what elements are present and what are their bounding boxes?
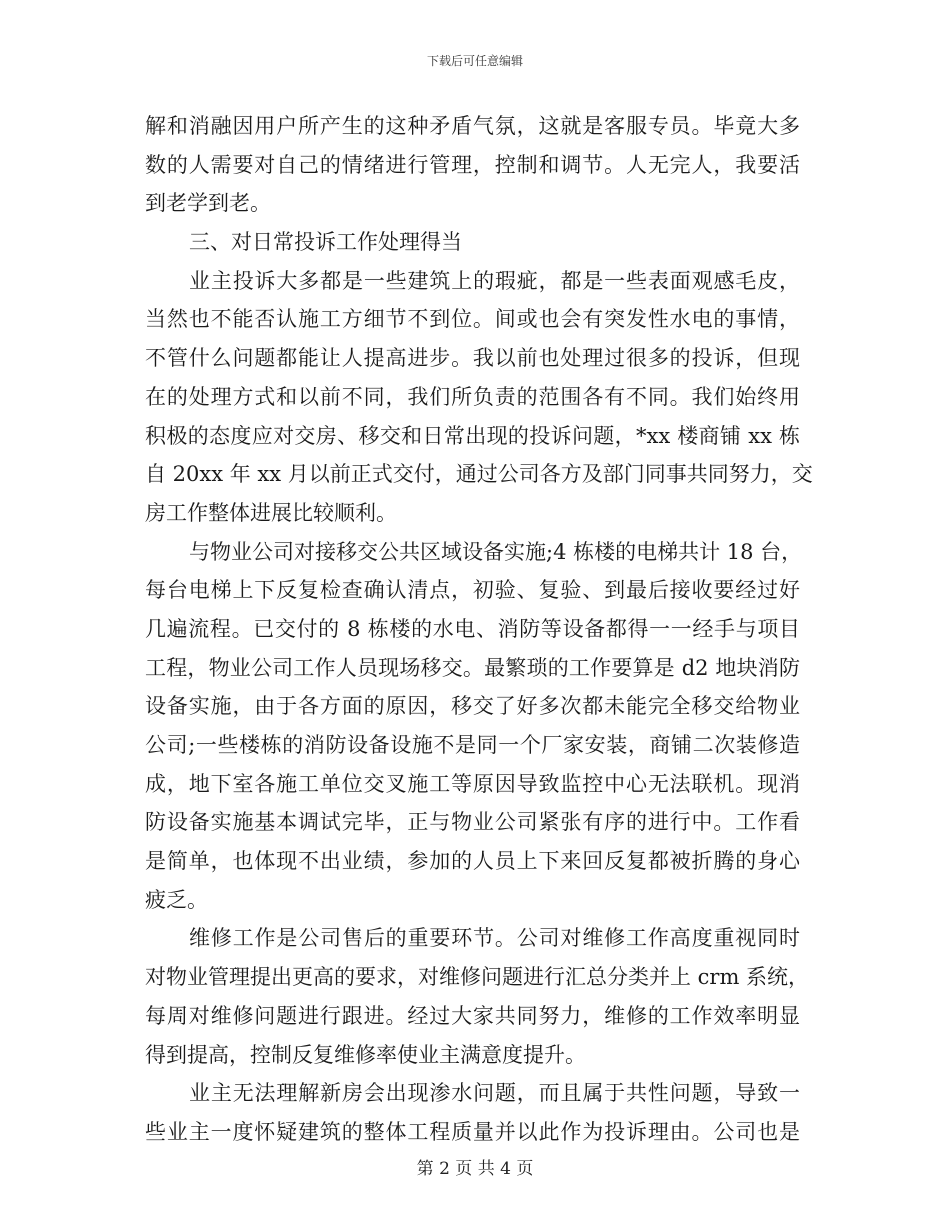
text-line: 工程，物业公司工作人员现场移交。最繁琐的工作要算是 d2 地块消防 — [145, 655, 800, 680]
text-line: 每周对维修问题进行跟进。经过大家共同努力，维修的工作效率明显 — [145, 1003, 800, 1028]
text-line: 些业主一度怀疑建筑的整体工程质量并以此作为投诉理由。公司也是 — [145, 1119, 800, 1144]
text-line: 到老学到老。 — [145, 191, 271, 216]
document-body — [145, 107, 813, 1152]
text-line: 业主无法理解新房会出现渗水问题，而且属于共性问题，导致一 — [189, 1081, 800, 1106]
text-line: 成，地下室各施工单位交叉施工等原因导致监控中心无法联机。现消 — [145, 771, 800, 796]
text-line: 三、对日常投诉工作处理得当 — [189, 230, 462, 255]
page-header: 下载后可任意编辑 — [426, 54, 523, 68]
text-line: 不管什么问题都能让人提高进步。我以前也处理过很多的投诉，但现 — [145, 346, 800, 371]
text-line: 公司;一些楼栋的消防设备设施不是同一个厂家安装，商铺二次装修造 — [145, 733, 800, 757]
page-footer: 第 2 页 共 4 页 — [416, 1159, 534, 1179]
text-line: 房工作整体进展比较顺利。 — [145, 500, 397, 525]
text-line: 当然也不能否认施工方细节不到位。间或也会有突发性水电的事情， — [145, 307, 800, 332]
text-line: 维修工作是公司售后的重要环节。公司对维修工作高度重视同时 — [189, 926, 800, 951]
text-line: 每台电梯上下反复检查确认清点，初验、复验、到最后接收要经过好 — [145, 578, 800, 603]
text-line: 对物业管理提出更高的要求，对维修问题进行汇总分类并上 crm 系统， — [145, 965, 810, 990]
text-line: 疲乏。 — [145, 887, 208, 912]
text-line: 解和消融因用户所产生的这种矛盾气氛，这就是客服专员。毕竟大多 — [145, 114, 800, 138]
text-line: 与物业公司对接移交公共区域设备实施;4 栋楼的电梯共计 18 台， — [189, 539, 803, 564]
text-line: 是简单，也体现不出业绩，参加的人员上下来回反复都被折腾的身心 — [145, 849, 800, 874]
text-line: 数的人需要对自己的情绪进行管理，控制和调节。人无完人，我要活 — [145, 152, 800, 177]
text-line: 设备实施，由于各方面的原因，移交了好多次都未能完全移交给物业 — [145, 694, 800, 719]
text-line: 自 20xx 年 xx 月以前正式交付，通过公司各方及部门同事共同努力，交 — [145, 462, 813, 487]
text-line: 得到提高，控制反复维修率使业主满意度提升。 — [145, 1042, 586, 1067]
text-line: 防设备实施基本调试完毕，正与物业公司紧张有序的进行中。工作看 — [145, 810, 800, 835]
text-line: 业主投诉大多都是一些建筑上的瑕疵，都是一些表面观感毛皮， — [189, 268, 800, 293]
text-line: 在的处理方式和以前不同，我们所负责的范围各有不同。我们始终用 — [145, 384, 800, 409]
text-line: 几遍流程。已交付的 8 栋楼的水电、消防等设备都得一一经手与项目 — [145, 616, 800, 641]
text-line: 积极的态度应对交房、移交和日常出现的投诉问题，*xx 楼商铺 xx 栋 — [145, 423, 800, 448]
